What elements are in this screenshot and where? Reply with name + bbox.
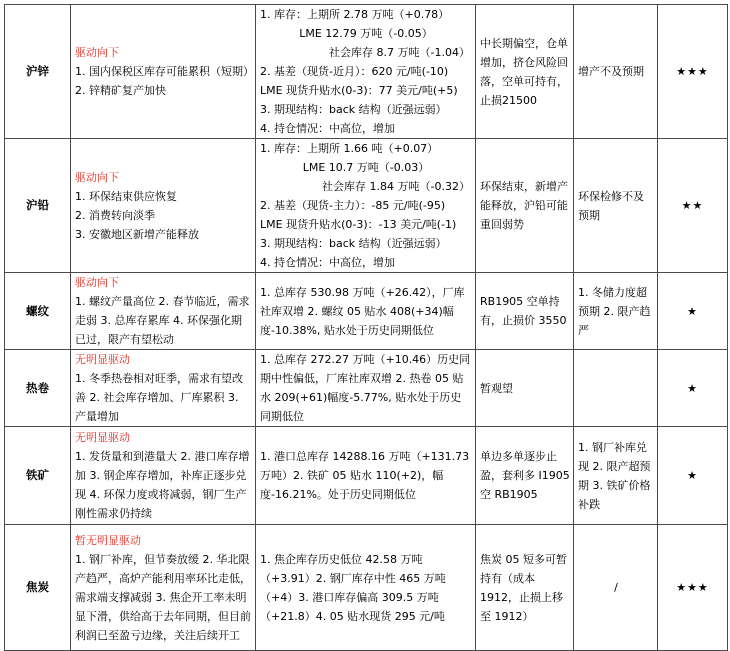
data-line: 3. 期现结构：back 结构（近强远弱） <box>260 103 447 116</box>
logic-line: 3. 安徽地区新增产能释放 <box>75 227 199 241</box>
logic-cell <box>71 350 256 427</box>
strategy-cell: 单边多单逐步止盈，套利多 I1905 空 RB1905 <box>476 427 574 525</box>
data-line: LME 现货升贴水(0-3)：-13 美元/吨(-1) <box>260 218 457 231</box>
logic-cell <box>71 139 256 273</box>
risk-cell: 环保检修不及预期 <box>574 139 658 273</box>
commodity-name: 焦炭 <box>5 525 71 651</box>
data-cell: 1. 总库存 272.27 万吨（+10.46）历史同期中性偏低，厂库社库双增 2. 热卷 05 贴水 209(+61)幅度-5.77%, 贴水处于历史同期低位 <box>256 350 476 427</box>
driver-label: 无明显驱动 <box>75 353 130 366</box>
table-row <box>5 350 728 427</box>
logic-cell <box>71 5 256 139</box>
logic-cell <box>71 427 256 525</box>
commodity-name: 螺纹 <box>5 273 71 350</box>
risk-cell: 增产不及预期 <box>574 5 658 139</box>
driver-label: 驱动向下 <box>75 276 119 289</box>
table-row <box>5 139 728 273</box>
table-row <box>5 525 728 651</box>
logic-line: 2. 消费转向淡季 <box>75 208 155 222</box>
commodity-name: 沪铅 <box>5 139 71 273</box>
strategy-cell: 暂观望 <box>476 350 574 427</box>
logic-text: 1. 发货量和到港量大 2. 港口库存增加 3. 钢企库存增加，补库正逐步兑现 4. 环保力度或将减弱，钢厂生产刚性需求仍持续 <box>75 450 250 520</box>
logic-text: 1. 冬季热卷相对旺季，需求有望改善 2. 社会库存增加、厂库累积 3. 产量增加 <box>75 372 243 423</box>
strategy-cell: 中长期偏空，仓单增加，挤仓风险回落，空单可持有，止损21500 <box>476 5 574 139</box>
data-line: 1. 库存：上期所 2.78 万吨（+0.78） <box>260 8 450 21</box>
data-cell: 1. 总库存 530.98 万吨（+26.42），厂库社库双增 2. 螺纹 05 贴水 408(+34)幅度-10.38%, 贴水处于历史同期低位 <box>256 273 476 350</box>
table-row <box>5 5 728 139</box>
strategy-cell: 焦炭 05 短多可暂持有（成本 1912，止损上移至 1912） <box>476 525 574 651</box>
data-cell <box>256 139 476 273</box>
data-cell: 1. 焦企库存历史低位 42.58 万吨（+3.91）2. 钢厂库存中性 465 万吨（+4）3. 港口库存偏高 309.5 万吨（+21.8）4. 05 贴水现货 295 元/吨 <box>256 525 476 651</box>
risk-cell: 1. 钢厂补库兑现 2. 限产超预期 3. 铁矿价格补跌 <box>574 427 658 525</box>
driver-label: 驱动向下 <box>75 170 119 184</box>
commodity-name: 铁矿 <box>5 427 71 525</box>
data-line: 社会库存 8.7 万吨（-1.04） <box>329 46 470 59</box>
data-line: LME 12.79 万吨（-0.05） <box>299 27 433 40</box>
data-line: 社会库存 1.84 万吨（-0.32） <box>322 180 470 193</box>
risk-cell <box>574 350 658 427</box>
logic-line: 2. 锌精矿复产加快 <box>75 84 166 97</box>
commodity-name: 沪锌 <box>5 5 71 139</box>
data-line: 3. 期现结构：back 结构（近强远弱） <box>260 237 447 250</box>
logic-text: 1. 钢厂补库，但节奏放缓 2. 华北限产趋严，高炉产能利用率环比走低，需求端支撑减弱 3. 焦企开工率未明显下滑，供给高于去年同期，但目前利润已至盈亏边缘，关注后续开工 <box>75 552 251 642</box>
data-cell: 1. 港口总库存 14288.16 万吨（+131.73 万吨）2. 铁矿 05 贴水 110(+2)，幅度-16.21%。处于历史同期低位 <box>256 427 476 525</box>
driver-label: 驱动向下 <box>75 46 119 59</box>
strategy-cell: 环保结束，新增产能释放，沪铅可能重回弱势 <box>476 139 574 273</box>
logic-line: 1. 环保结束供应恢复 <box>75 189 177 203</box>
data-line: LME 10.7 万吨（-0.03） <box>302 161 430 174</box>
rating-stars: ★ <box>658 273 728 350</box>
data-line: 2. 基差（现货-近月）：620 元/吨(-10) <box>260 65 449 78</box>
data-line: 1. 库存：上期所 1.66 吨（+0.07） <box>260 142 439 155</box>
data-line: LME 现货升贴水(0-3)：77 美元/吨(+5) <box>260 84 458 97</box>
data-cell <box>256 5 476 139</box>
data-line: 4. 持仓情况：中高位，增加 <box>260 122 395 135</box>
driver-label: 无明显驱动 <box>75 431 130 444</box>
data-line: 4. 持仓情况：中高位，增加 <box>260 256 395 269</box>
commodity-strategy-table <box>4 4 728 651</box>
data-line: 2. 基差（现货-主力）：-85 元/吨(-95) <box>260 199 446 212</box>
logic-text: 1. 螺纹产量高位 2. 春节临近，需求走弱 3. 总库存累库 4. 环保强化期已过，限产有望松动 <box>75 295 250 346</box>
driver-label: 暂无明显驱动 <box>75 533 141 547</box>
logic-cell <box>71 273 256 350</box>
logic-cell <box>71 525 256 651</box>
rating-stars: ★ <box>658 427 728 525</box>
table-row <box>5 273 728 350</box>
table-row <box>5 427 728 525</box>
rating-stars: ★★★ <box>658 525 728 651</box>
logic-line: 1. 国内保税区库存可能累积（短期） <box>75 65 254 78</box>
risk-cell: 1. 冬储力度超预期 2. 限产趋严 <box>574 273 658 350</box>
rating-stars: ★★★ <box>658 5 728 139</box>
commodity-name: 热卷 <box>5 350 71 427</box>
rating-stars: ★ <box>658 350 728 427</box>
risk-cell: / <box>574 525 658 651</box>
rating-stars: ★★ <box>658 139 728 273</box>
strategy-cell: RB1905 空单持有，止损价 3550 <box>476 273 574 350</box>
